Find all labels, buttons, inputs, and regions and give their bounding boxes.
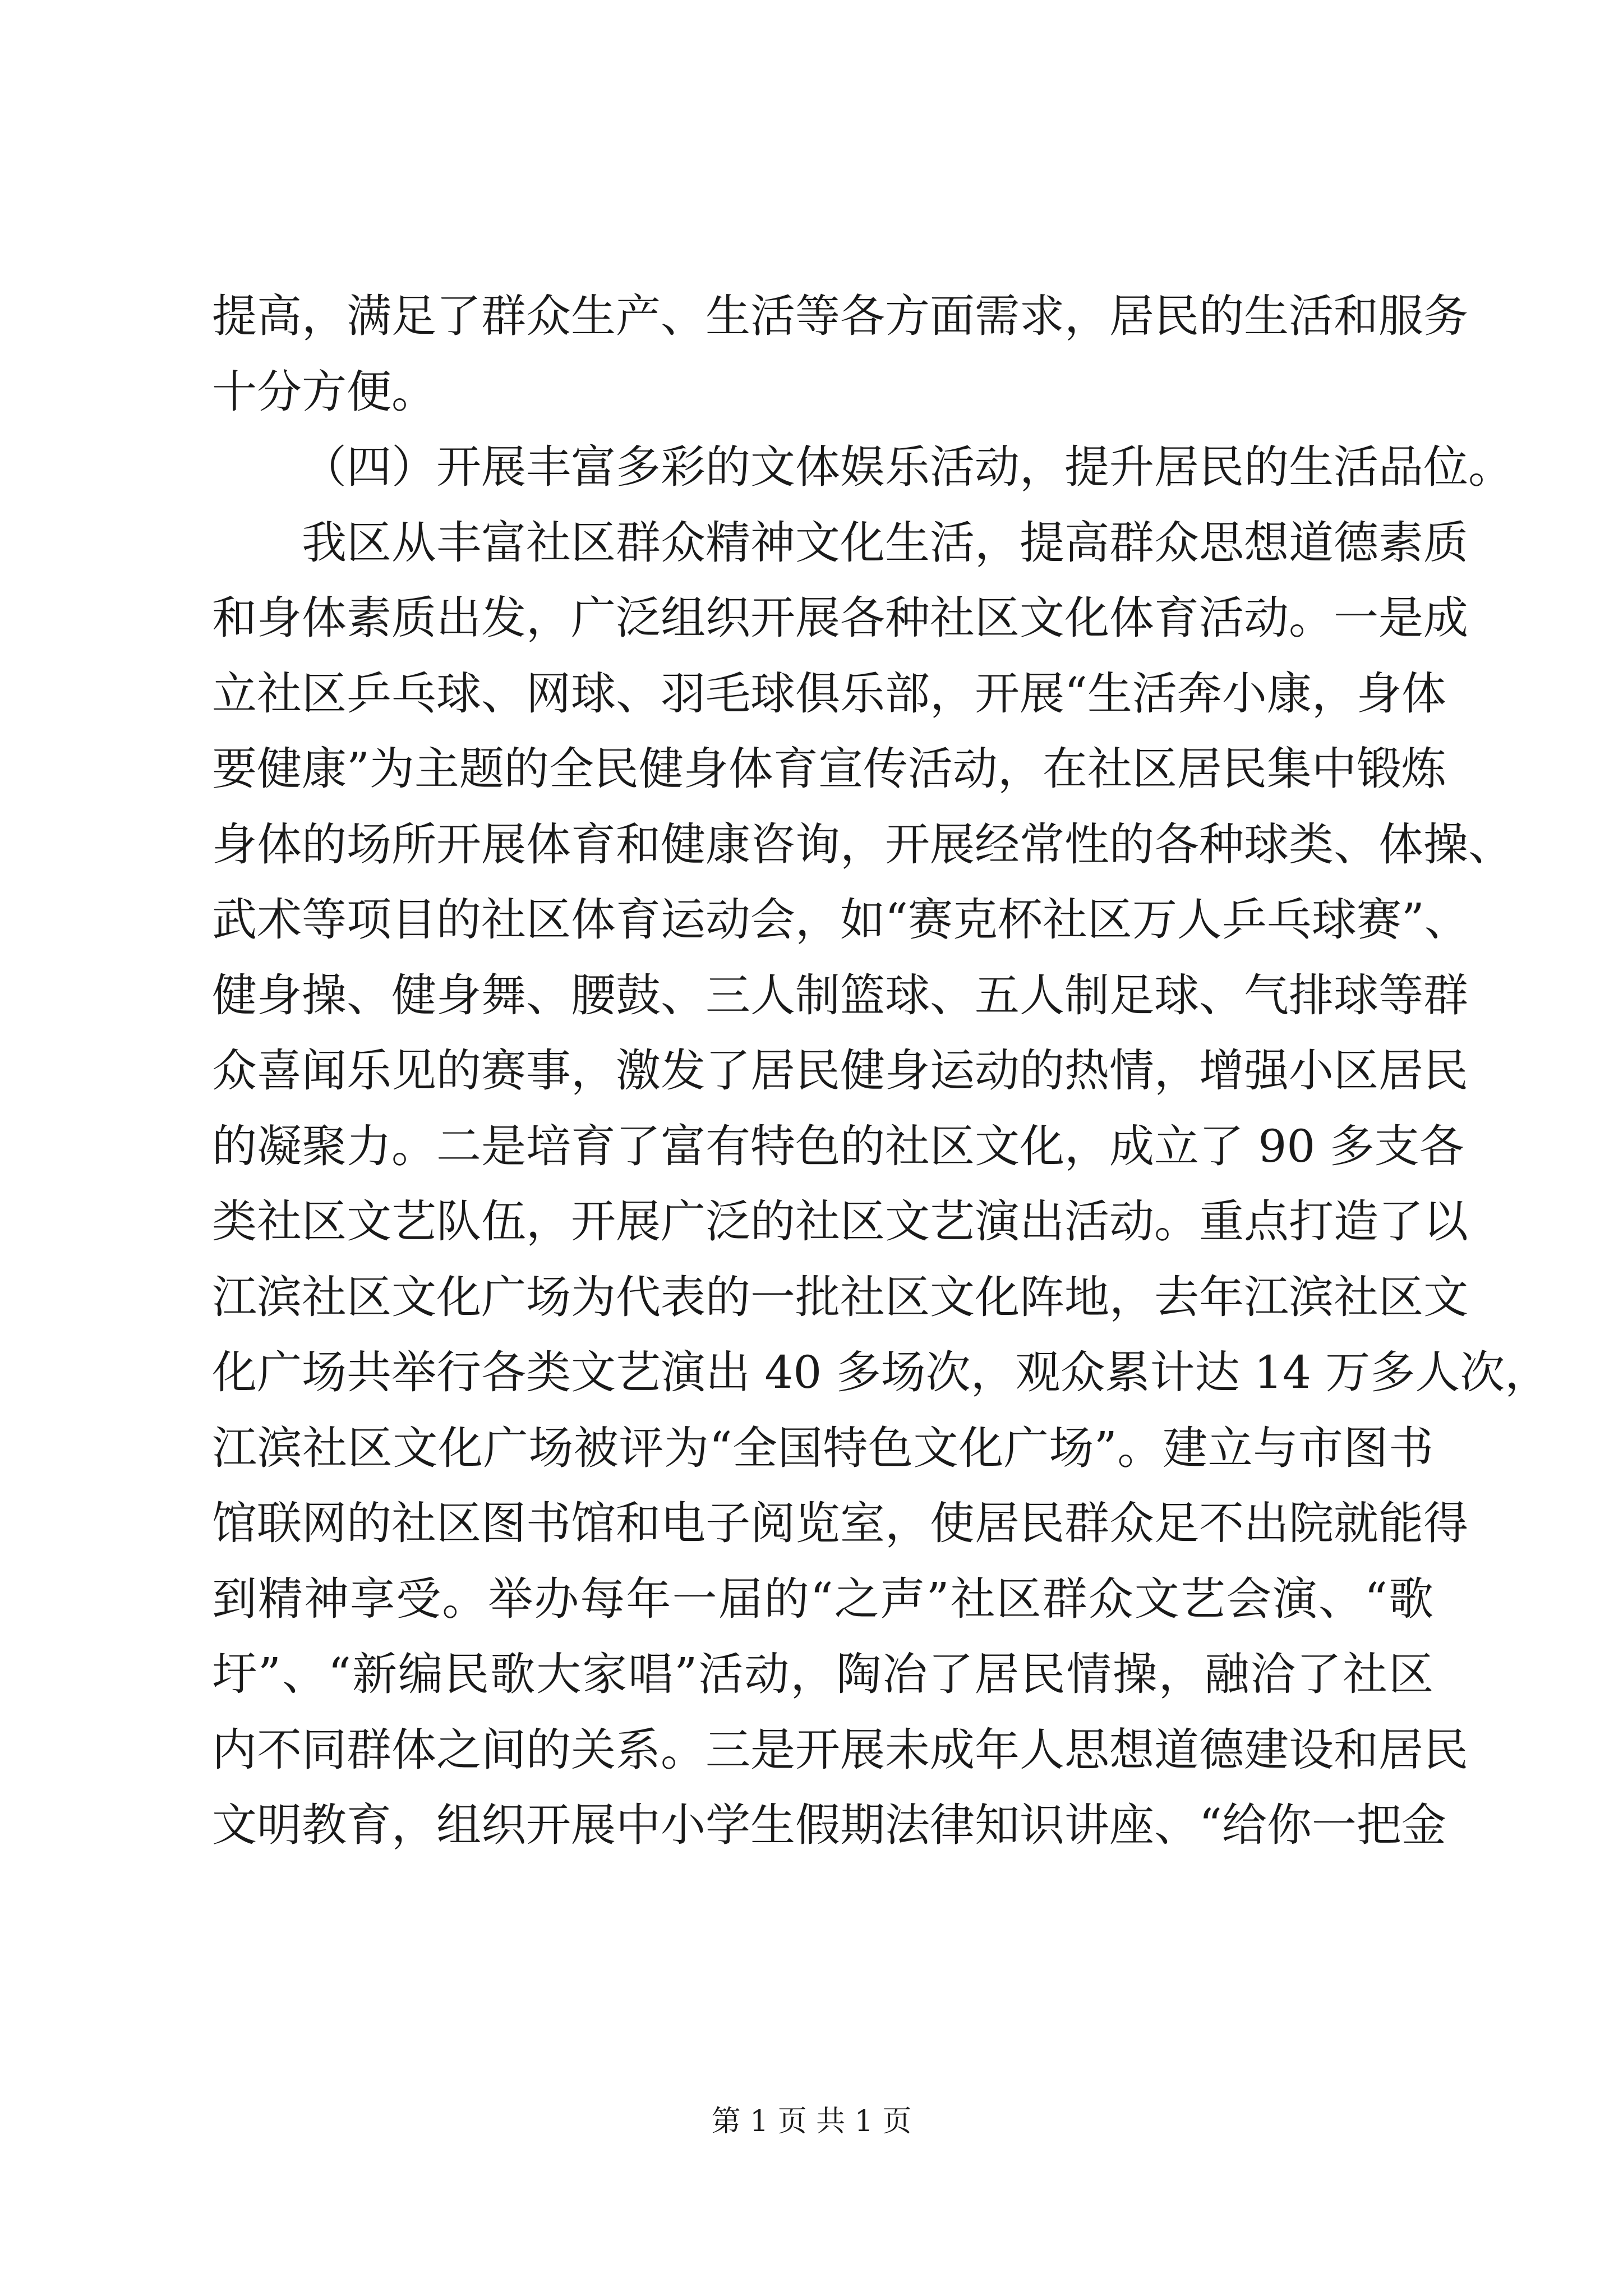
page-footer	[0, 2105, 1623, 2138]
text-line: 十分方便。	[212, 365, 436, 418]
text-line: 到精神享受。举办每年一届的“之声”社区群众文艺会演、“歌	[212, 1572, 1433, 1625]
paragraph-first-line: 我区从丰富社区群众精神文化生活，提高群众思想道德素质	[302, 516, 1468, 569]
text-line: 的凝聚力。二是培育了富有特色的社区文化，成立了 90 多支各	[212, 1120, 1464, 1172]
text-line: 健身操、健身舞、腰鼓、三人制篮球、五人制足球、气排球等群	[212, 969, 1468, 1022]
text-line: 和身体素质出发，广泛组织开展各种社区文化体育活动。一是成	[212, 592, 1468, 644]
text-line: 类社区文艺队伍，开展广泛的社区文艺演出活动。重点打造了以	[212, 1195, 1468, 1248]
text-line: 提高，满足了群众生产、生活等各方面需求，居民的生活和服务	[212, 290, 1468, 342]
text-line: 江滨社区文化广场为代表的一批社区文化阵地，去年江滨社区文	[212, 1271, 1468, 1323]
section-heading: （四）开展丰富多彩的文体娱乐活动，提升居民的生活品位。	[302, 441, 1513, 493]
body-text	[212, 279, 1550, 1864]
text-line: 立社区乒乓球、网球、羽毛球俱乐部，开展“生活奔小康，身体	[212, 667, 1446, 720]
text-line: 众喜闻乐见的赛事，激发了居民健身运动的热情，增强小区居民	[212, 1045, 1468, 1097]
text-line: 圩”、“新编民歌大家唱”活动，陶冶了居民情操，融洽了社区	[212, 1648, 1433, 1700]
text-line: 内不同群体之间的关系。三是开展未成年人思想道德建设和居民	[212, 1723, 1468, 1776]
text-line: 馆联网的社区图书馆和电子阅览室，使居民群众足不出院就能得	[212, 1497, 1468, 1549]
text-line: 江滨社区文化广场被评为“全国特色文化广场”。建立与市图书	[212, 1421, 1433, 1474]
text-line: 文明教育，组织开展中小学生假期法律知识讲座、“给你一把金	[212, 1799, 1446, 1851]
text-line: 身体的场所开展体育和健康咨询，开展经常性的各种球类、体操、	[212, 818, 1513, 871]
text-line: 武术等项目的社区体育运动会，如“赛克杯社区万人乒乓球赛”、	[212, 894, 1469, 946]
page-number-label: 第 1 页 共 1 页	[711, 2105, 912, 2138]
text-line: 要健康”为主题的全民健身体育宣传活动，在社区居民集中锻炼	[212, 743, 1446, 795]
text-line: 化广场共举行各类文艺演出 40 多场次，观众累计达 14 万多人次，	[212, 1346, 1550, 1398]
